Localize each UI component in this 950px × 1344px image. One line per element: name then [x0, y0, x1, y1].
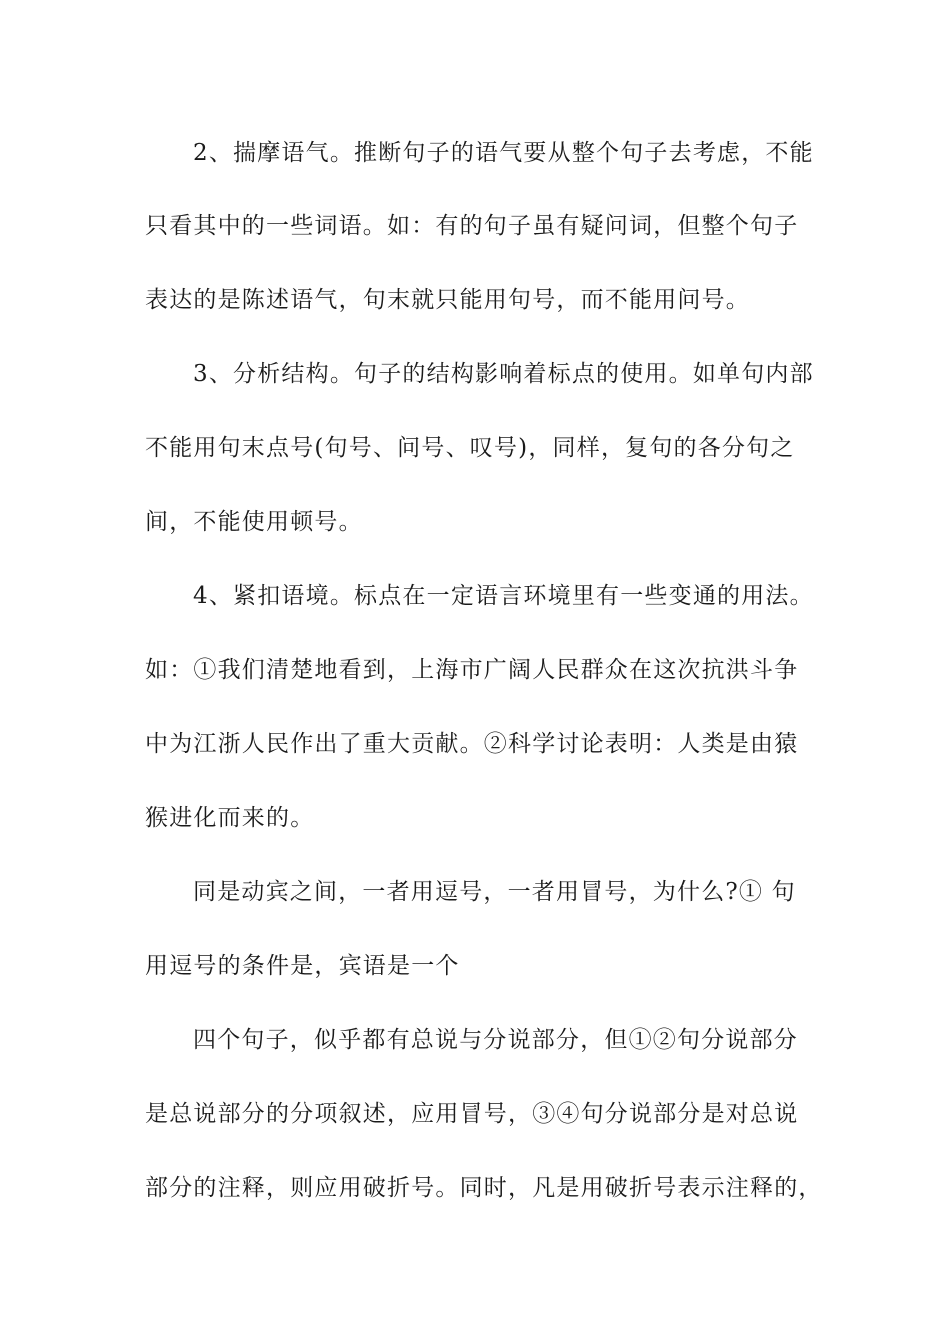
paragraph-4-line-4: 猴进化而来的。: [145, 805, 315, 831]
paragraph-3-line-2: 不能用句末点号(句号、问号、叹号)，同样，复句的各分句之: [145, 435, 795, 461]
paragraph-5-line-2: 用逗号的条件是，宾语是一个: [145, 953, 460, 979]
paragraph-4-line-3: 中为江浙人民作出了重大贡献。②科学讨论表明：人类是由猿: [145, 731, 799, 757]
paragraph-4-line-1: 4、紧扣语境。标点在一定语言环境里有一些变通的用法。: [193, 583, 814, 609]
paragraph-4-line-2: 如：①我们清楚地看到，上海市广阔人民群众在这次抗洪斗争: [145, 657, 799, 683]
paragraph-6-line-3: 部分的注释，则应用破折号。同时，凡是用破折号表示注释的，: [145, 1175, 823, 1201]
paragraph-2-line-3: 表达的是陈述语气，句末就只能用句号，而不能用问号。: [145, 287, 750, 313]
paragraph-5-line-1: 同是动宾之间，一者用逗号，一者用冒号，为什么?① 句: [193, 879, 796, 905]
paragraph-3-line-1: 3、分析结构。句子的结构影响着标点的使用。如单句内部: [193, 361, 814, 387]
paragraph-6-line-1: 四个句子，似乎都有总说与分说部分，但①②句分说部分: [193, 1027, 798, 1053]
paragraph-2-line-2: 只看其中的一些词语。如：有的句子虽有疑问词，但整个句子: [145, 213, 799, 239]
paragraph-3-line-3: 间，不能使用顿号。: [145, 509, 363, 535]
paragraph-6-line-2: 是总说部分的分项叙述，应用冒号，③④句分说部分是对总说: [145, 1101, 799, 1127]
paragraph-2-line-1: 2、揣摩语气。推断句子的语气要从整个句子去考虑，不能: [193, 140, 814, 166]
